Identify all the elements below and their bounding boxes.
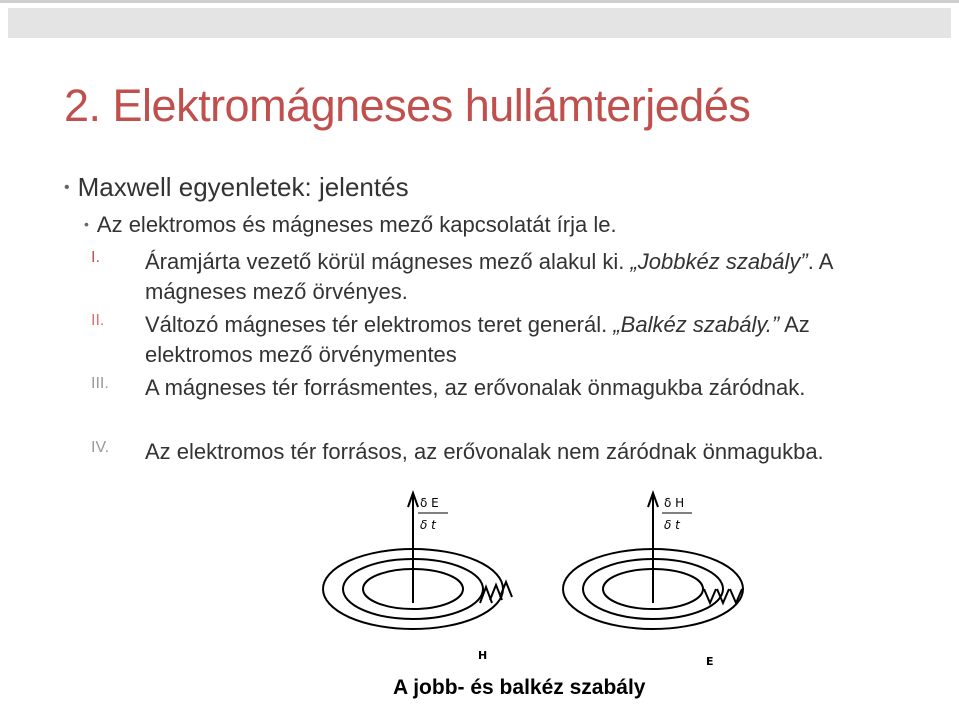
direction-arrow-icon — [490, 585, 502, 600]
right-diagram — [563, 493, 743, 629]
item-text: Változó mágneses tér elektromos teret generál. „Balkéz szabály.” Az elektromos mező örvénymentes — [145, 312, 810, 367]
figure-caption: A jobb- és balkéz szabály — [393, 676, 646, 699]
item-number: IV. — [91, 439, 110, 456]
item-number: I. — [91, 249, 100, 266]
item-italic: „Jobbkéz szabály” — [630, 249, 808, 274]
right-derivative-label — [662, 496, 692, 532]
left-derivative-label — [418, 496, 448, 532]
item-number: II. — [91, 312, 105, 329]
bullet-dot-icon: • — [84, 216, 89, 232]
bullet-level-2 — [84, 212, 617, 238]
delta-bottom: δ t — [664, 518, 680, 532]
bullet-level-2-text: Az elektromos és mágneses mező kapcsolatát írja le. — [96, 212, 617, 237]
bullet-level-1 — [64, 172, 409, 203]
bullet-level-1-text: Maxwell egyenletek: jelentés — [77, 172, 409, 202]
top-bar-strip — [0, 0, 959, 3]
delta-bottom: δ t — [420, 518, 436, 532]
top-bar-band — [8, 8, 951, 38]
delta-top: δ E — [420, 496, 439, 510]
field-diagram — [300, 485, 780, 685]
item-text: A mágneses tér forrásmentes, az erővonalak önmagukba záródnak. — [145, 375, 806, 400]
item-text: Áramjárta vezető körül mágneses mező alakul ki. „Jobbkéz szabály”. A mágneses mező örvényes. — [145, 249, 833, 304]
top-bar — [0, 0, 959, 38]
item-text: Az elektromos tér forrásos, az erővonalak nem záródnak önmagukba. — [145, 439, 824, 464]
direction-arrow-icon — [704, 589, 716, 603]
left-diagram — [323, 493, 512, 629]
item-italic: „Balkéz szabály.” — [613, 312, 780, 337]
bullet-dot-icon: • — [64, 179, 70, 196]
slide-title: 2. Elektromágneses hullámterjedés — [64, 80, 751, 131]
item-number: III. — [91, 375, 109, 392]
right-field-label: E — [706, 655, 714, 668]
delta-top: δ H — [664, 496, 685, 510]
left-field-label: H — [478, 649, 488, 662]
